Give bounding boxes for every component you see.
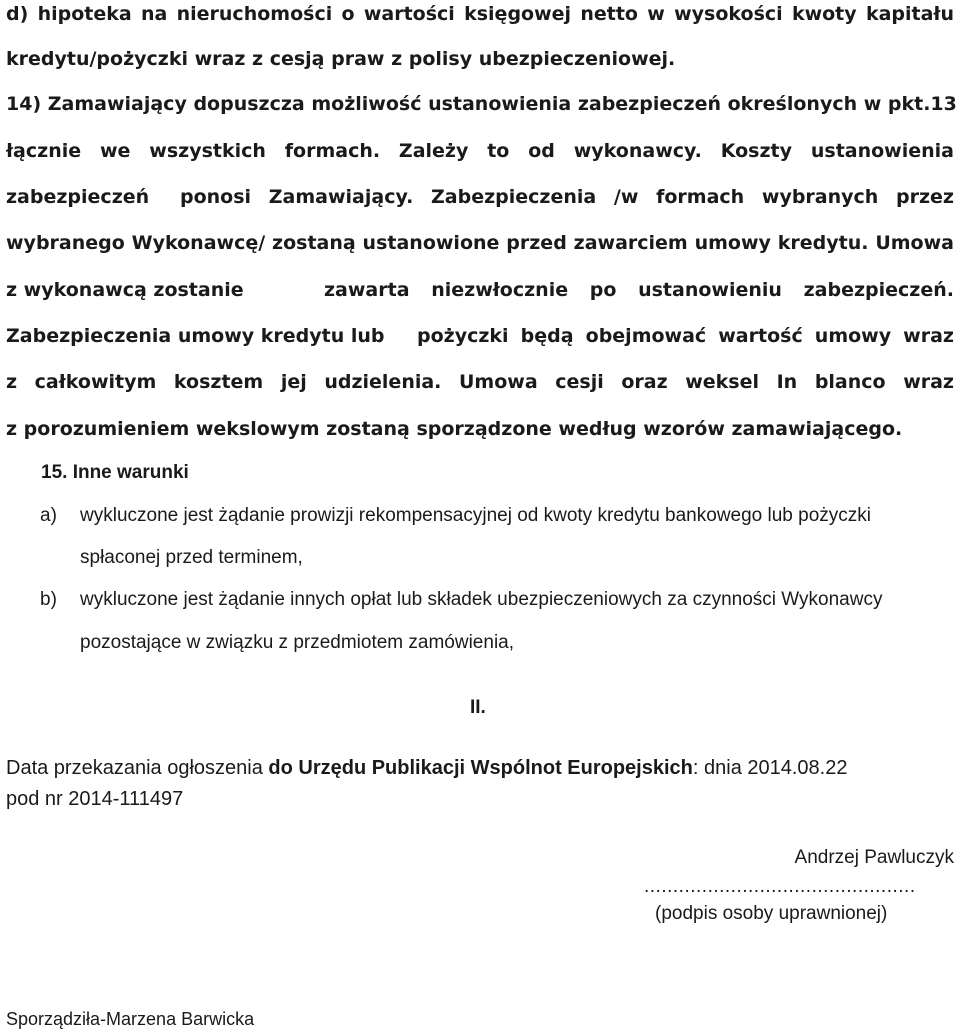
clause-14-line-6-end: pożyczki będą obejmować wartość umowy wraz bbox=[417, 325, 954, 347]
section-ii-heading: II. bbox=[470, 697, 486, 718]
clause-14-line-1: 14) Zamawiający dopuszcza możliwość ustanowienia zabezpieczeń określonych w pkt.13 bbox=[6, 93, 957, 115]
clause-14-line-5-end: zawarta niezwłocznie po ustanowieniu zabezpieczeń. bbox=[324, 279, 954, 301]
clause-d-line-1: d) hipoteka na nieruchomości o wartości księgowej netto w wysokości kwoty kapitału bbox=[6, 3, 954, 25]
clause-14-line-3-end: ponosi Zamawiający. Zabezpieczenia /w formach wybranych przez bbox=[180, 186, 954, 208]
condition-b-line-1: wykluczone jest żądanie innych opłat lub składek ubezpieczeniowych za czynności Wykonawcy bbox=[80, 589, 883, 610]
publication-number: pod nr 2014-111497 bbox=[6, 788, 184, 810]
condition-a-line-2: spłaconej przed terminem, bbox=[80, 547, 303, 568]
publication-date-line bbox=[6, 756, 847, 780]
condition-a-line-1: wykluczone jest żądanie prowizji rekompensacyjnej od kwoty kredytu bankowego lub pożyczki bbox=[80, 505, 872, 526]
signature-caption: (podpis osoby uprawnionej) bbox=[655, 903, 888, 924]
clause-14-line-6-start: Zabezpieczenia umowy kredytu lub bbox=[6, 325, 385, 347]
clause-14-line-2: łącznie we wszystkich formach. Zależy to od wykonawcy. Koszty ustanowienia bbox=[6, 140, 954, 162]
clause-14-line-5-start: z wykonawcą zostanie bbox=[6, 279, 244, 301]
signature-line: ............................................... bbox=[644, 876, 916, 897]
condition-b-letter: b) bbox=[40, 589, 57, 610]
clause-14-line-3-start: zabezpieczeń bbox=[6, 186, 150, 208]
publication-office: do Urzędu Publikacji Wspólnot Europejskich bbox=[268, 757, 693, 779]
signatory-name: Andrzej Pawluczyk bbox=[794, 847, 954, 868]
publication-prefix: Data przekazania ogłoszenia bbox=[6, 757, 269, 779]
clause-14-line-4: wybranego Wykonawcę/ zostaną ustanowione przed zawarciem umowy kredytu. Umowa bbox=[6, 232, 954, 254]
condition-b-line-2: pozostające w związku z przedmiotem zamówienia, bbox=[80, 632, 515, 653]
section-15-heading: 15. Inne warunki bbox=[41, 462, 189, 483]
prepared-by: Sporządziła-Marzena Barwicka bbox=[6, 1009, 255, 1029]
clause-d-line-2: kredytu/pożyczki wraz z cesją praw z polisy ubezpieczeniowej. bbox=[6, 48, 676, 70]
condition-a-letter: a) bbox=[40, 505, 57, 526]
publication-date: : dnia 2014.08.22 bbox=[692, 757, 848, 779]
clause-14-line-7: z całkowitym kosztem jej udzielenia. Umowa cesji oraz weksel In blanco wraz bbox=[6, 371, 954, 393]
clause-14-line-8: z porozumieniem wekslowym zostaną sporządzone według wzorów zamawiającego. bbox=[6, 418, 903, 440]
